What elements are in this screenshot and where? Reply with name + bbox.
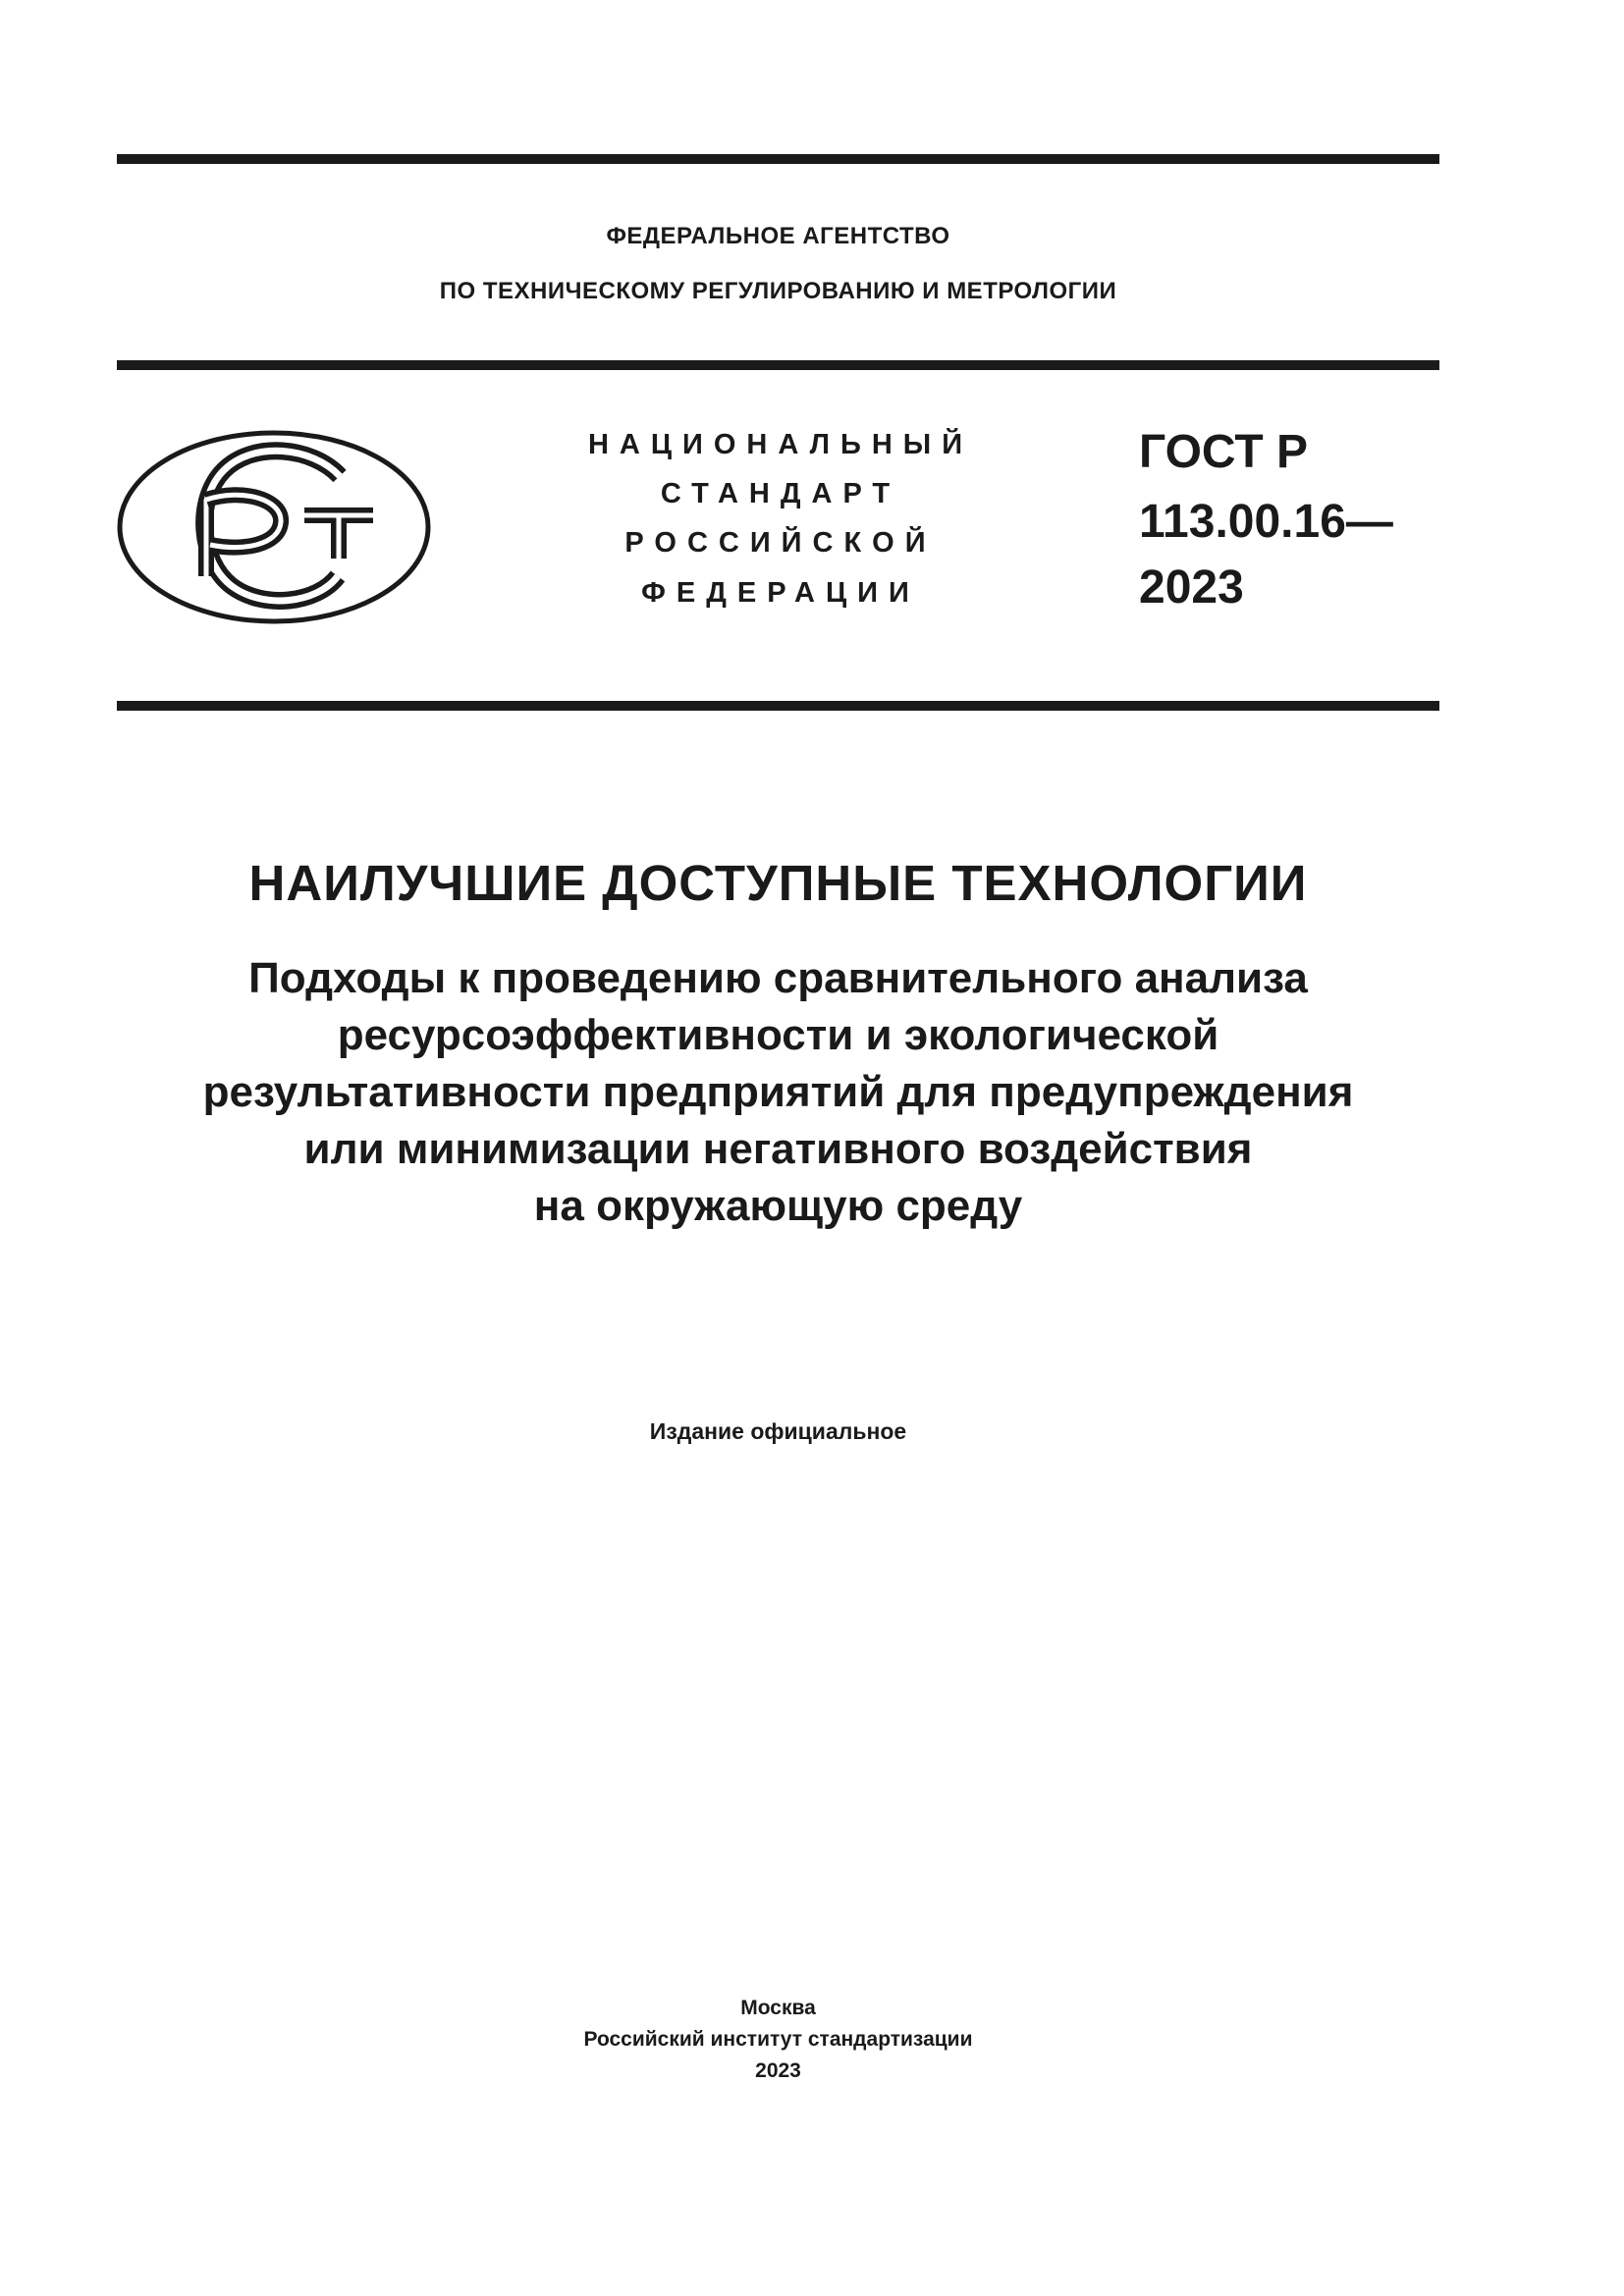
imprint-year: 2023 bbox=[755, 2059, 801, 2082]
designation-line-2: 113.00.16— bbox=[1139, 496, 1393, 548]
subtitle-line: на окружающую среду bbox=[533, 1182, 1023, 1230]
imprint-city: Москва bbox=[740, 1997, 816, 2019]
subtitle-line: Подходы к проведению сравнительного анализа bbox=[248, 954, 1308, 1002]
edition-note: Издание официальное bbox=[649, 1418, 907, 1444]
title-block-rule bbox=[117, 701, 1439, 711]
subtitle-line: ресурсоэффективности и экологической bbox=[337, 1011, 1219, 1059]
standard-type-line-1: НАЦИОНАЛЬНЫЙ bbox=[587, 429, 974, 460]
designation-line-3: 2023 bbox=[1139, 561, 1244, 614]
subtitle-line: результативности предприятий для предупреждения bbox=[202, 1068, 1354, 1116]
designation-line-1: ГОСТ Р bbox=[1139, 426, 1309, 478]
top-rule bbox=[117, 154, 1439, 164]
imprint-publisher: Российский институт стандартизации bbox=[583, 2028, 973, 2051]
rst-certification-mark-icon bbox=[116, 429, 432, 625]
agency-line-1: ФЕДЕРАЛЬНОЕ АГЕНТСТВО bbox=[606, 223, 950, 249]
logo-graphic bbox=[116, 429, 432, 625]
header-rule bbox=[117, 360, 1439, 370]
standard-type-line-4: ФЕДЕРАЦИИ bbox=[641, 577, 920, 609]
standard-type-line-3: РОССИЙСКОЙ bbox=[624, 527, 937, 559]
standard-type-line-2: СТАНДАРТ bbox=[660, 478, 901, 509]
page-title: НАИЛУЧШИЕ ДОСТУПНЫЕ ТЕХНОЛОГИИ bbox=[248, 855, 1308, 911]
subtitle-line: или минимизации негативного воздействия bbox=[303, 1125, 1253, 1173]
subtitle bbox=[98, 950, 1458, 1235]
agency-line-2: ПО ТЕХНИЧЕСКОМУ РЕГУЛИРОВАНИЮ И МЕТРОЛОГИИ bbox=[439, 278, 1117, 304]
